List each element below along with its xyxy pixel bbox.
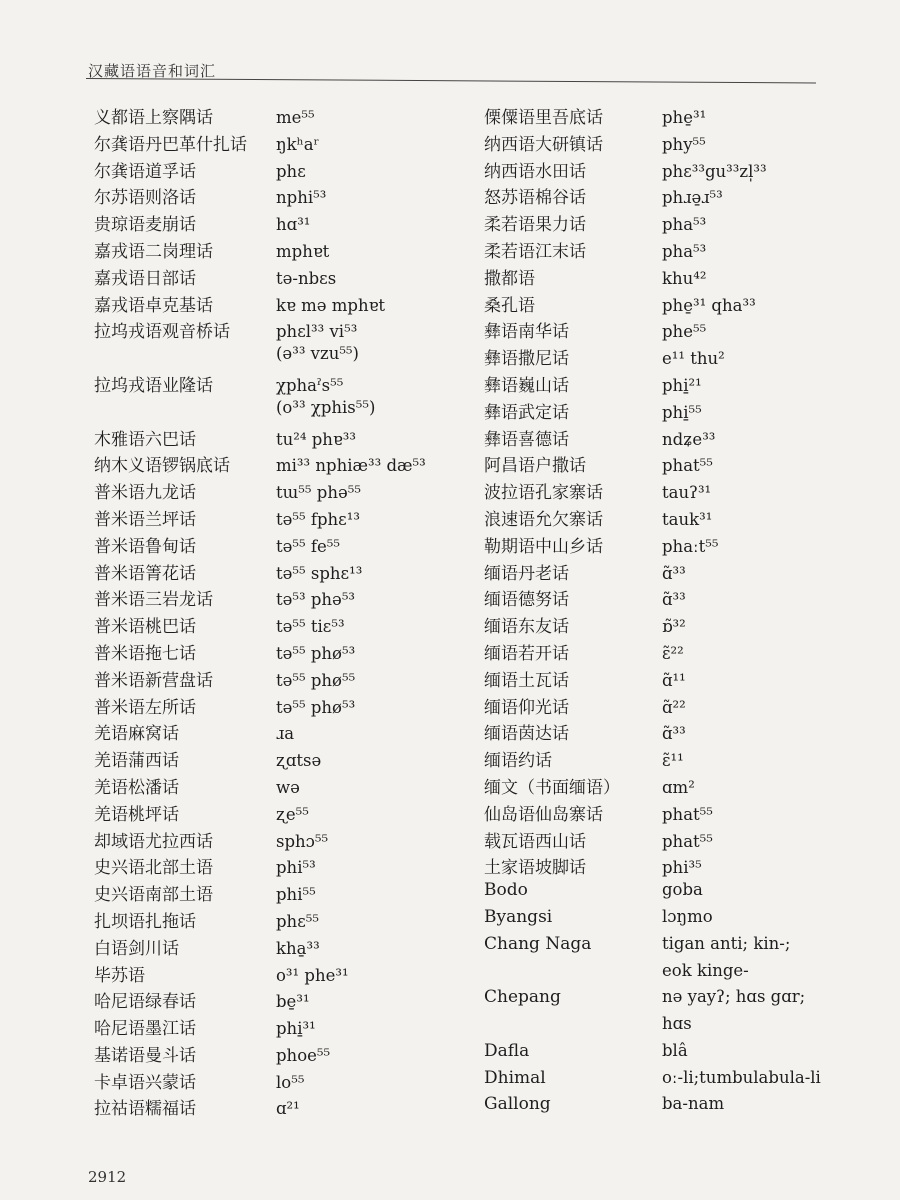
entry-row bbox=[484, 478, 821, 505]
word-form: phi⁵³ bbox=[276, 858, 316, 878]
language-name: 羌语松潘话 bbox=[94, 777, 179, 798]
entry-row bbox=[484, 398, 821, 425]
entry-row bbox=[94, 451, 426, 478]
language-name: 羌语桃坪话 bbox=[94, 804, 179, 825]
entry-row bbox=[484, 505, 821, 532]
language-name: 普米语九龙话 bbox=[94, 483, 196, 504]
language-name: 贵琼语麦崩话 bbox=[94, 215, 196, 236]
language-name: 拉祜语糯福话 bbox=[94, 1099, 196, 1120]
word-form: tauʔ³¹ bbox=[662, 483, 712, 503]
word-form: mphɐt bbox=[276, 241, 330, 261]
entry-row bbox=[484, 130, 821, 157]
entry-row bbox=[94, 1014, 426, 1041]
language-name: 嘉戎语卓克基话 bbox=[94, 295, 213, 316]
word-form: ɑ̃³³ bbox=[662, 563, 686, 583]
language-name: 拉坞戎语观音桥话 bbox=[94, 322, 230, 343]
entry-row bbox=[484, 425, 821, 452]
language-name: 缅语约话 bbox=[484, 751, 552, 772]
running-head: 汉藏语语音和词汇 bbox=[88, 62, 217, 80]
language-name: 史兴语南部土语 bbox=[94, 885, 213, 906]
language-name: 拉坞戎语业隆话 bbox=[94, 375, 213, 396]
word-form: blâ bbox=[662, 1040, 688, 1060]
language-name: 撒都语 bbox=[484, 268, 535, 289]
language-name: 桑孔语 bbox=[484, 295, 535, 316]
entry-row bbox=[484, 291, 821, 318]
word-form: ɑ̃¹¹ bbox=[662, 670, 686, 690]
word-form: (o³³ χphis⁵⁵) bbox=[276, 397, 376, 417]
word-form: tə-nbɛs bbox=[276, 268, 337, 288]
word-form: tɯ⁵⁵ phə⁵⁵ bbox=[276, 483, 361, 503]
left-column bbox=[94, 103, 426, 1121]
language-name: 载瓦语西山话 bbox=[484, 831, 586, 852]
language-name: 哈尼语绿春话 bbox=[94, 992, 196, 1013]
word-form: sphɔ⁵⁵ bbox=[276, 831, 329, 851]
entry-row bbox=[484, 344, 821, 371]
entry-row bbox=[94, 210, 426, 237]
word-form: phoe⁵⁵ bbox=[276, 1045, 331, 1065]
entry-row bbox=[484, 371, 821, 398]
language-name: Dhimal bbox=[484, 1067, 546, 1088]
language-name: 尔龚语道孚话 bbox=[94, 161, 196, 182]
word-form: ba-nam bbox=[662, 1094, 725, 1114]
entry-row bbox=[484, 880, 821, 907]
language-name: 浪速语允欠寨话 bbox=[484, 509, 603, 530]
language-name: 彝语南华话 bbox=[484, 322, 569, 343]
entry-row bbox=[94, 559, 426, 586]
entry-row bbox=[484, 612, 821, 639]
word-form: phi̱³¹ bbox=[276, 1019, 316, 1039]
language-name: 怒苏语棉谷话 bbox=[484, 188, 586, 209]
word-form: lɔŋmo bbox=[662, 906, 713, 926]
entry-row bbox=[94, 425, 426, 452]
entry-row bbox=[484, 773, 821, 800]
word-form: nphi⁵³ bbox=[276, 188, 327, 208]
word-form: tə⁵⁵ sphɛ¹³ bbox=[276, 563, 363, 583]
language-name: 阿昌语户撒话 bbox=[484, 456, 586, 477]
word-form: tu²⁴ phɐ³³ bbox=[276, 429, 356, 449]
word-form: eok kinge- bbox=[662, 960, 749, 980]
word-form: phɛ bbox=[276, 161, 306, 181]
entry-row bbox=[484, 264, 821, 291]
word-form: ndʑe³³ bbox=[662, 429, 716, 449]
word-form: kɐ mə mphɐt bbox=[276, 295, 386, 315]
word-form: e¹¹ thu² bbox=[662, 349, 725, 369]
entry-row bbox=[94, 157, 426, 184]
word-form: tə⁵⁵ phø⁵⁵ bbox=[276, 670, 356, 690]
language-name: 普米语新营盘话 bbox=[94, 670, 213, 691]
language-name: 嘉戎语日部话 bbox=[94, 268, 196, 289]
entry-row bbox=[484, 585, 821, 612]
word-form: ɹa bbox=[276, 724, 295, 744]
language-name: 波拉语孔家寨话 bbox=[484, 483, 603, 504]
entry-row bbox=[94, 961, 426, 988]
word-form: phat⁵⁵ bbox=[662, 831, 713, 851]
language-name: 普米语箐花话 bbox=[94, 563, 196, 584]
word-form: hɑs bbox=[662, 1014, 692, 1034]
word-form: tauk³¹ bbox=[662, 509, 713, 529]
language-name: 勒期语中山乡话 bbox=[484, 536, 603, 557]
word-form: lo⁵⁵ bbox=[276, 1072, 305, 1092]
entry-row bbox=[94, 532, 426, 559]
word-form: me⁵⁵ bbox=[276, 108, 315, 127]
entry-row bbox=[484, 746, 821, 773]
word-form: ŋkʰaʳ bbox=[276, 134, 320, 154]
word-form: ɒ̃³² bbox=[662, 617, 686, 637]
language-name: 义都语上察隅话 bbox=[94, 108, 213, 128]
language-name: 土家语坡脚话 bbox=[484, 858, 586, 879]
language-name: 普米语兰坪话 bbox=[94, 509, 196, 530]
entry-row bbox=[94, 639, 426, 666]
language-name: 却域语尤拉西话 bbox=[94, 831, 213, 852]
word-form: kha̱³³ bbox=[276, 938, 320, 958]
entry-row bbox=[94, 773, 426, 800]
language-name: Chang Naga bbox=[484, 933, 592, 954]
word-form: pha⁵³ bbox=[662, 241, 707, 261]
word-form: wə bbox=[276, 777, 300, 797]
word-form: phe̱³¹ qha³³ bbox=[662, 295, 756, 315]
right-column bbox=[484, 103, 821, 1121]
word-form: be̱³¹ bbox=[276, 992, 310, 1012]
language-name: 嘉戎语二岗理话 bbox=[94, 241, 213, 262]
language-name: 羌语麻窝话 bbox=[94, 724, 179, 745]
language-name: 尔龚语丹巴革什扎话 bbox=[94, 134, 247, 155]
language-name: 彝语撒尼话 bbox=[484, 349, 569, 370]
language-name: 卡卓语兴蒙话 bbox=[94, 1072, 196, 1093]
language-name: 缅语东友话 bbox=[484, 617, 569, 638]
word-form: (ə³³ vzu⁵⁵) bbox=[276, 344, 359, 364]
entry-row bbox=[484, 1014, 821, 1041]
language-name: 普米语左所话 bbox=[94, 697, 196, 718]
entry-row bbox=[484, 1068, 821, 1095]
entry-row bbox=[484, 317, 821, 344]
word-form: phe⁵⁵ bbox=[662, 322, 707, 342]
language-name: 缅语仰光话 bbox=[484, 697, 569, 718]
word-form: tigan anti; kin-; bbox=[662, 933, 791, 953]
entry-row bbox=[94, 1041, 426, 1068]
language-name: Bodo bbox=[484, 880, 528, 901]
language-name: 傈僳语里吾底话 bbox=[484, 108, 603, 128]
language-name: 缅语土瓦话 bbox=[484, 670, 569, 691]
entry-row bbox=[484, 666, 821, 693]
word-form: ɑ̃³³ bbox=[662, 590, 686, 610]
language-name: Byangsi bbox=[484, 906, 553, 927]
entry-row bbox=[94, 612, 426, 639]
entry-row bbox=[94, 371, 426, 398]
entry-row bbox=[484, 559, 821, 586]
language-name: Gallong bbox=[484, 1094, 551, 1115]
entry-row bbox=[484, 1041, 821, 1068]
entry-row bbox=[94, 585, 426, 612]
word-form: χphaˀs⁵⁵ bbox=[276, 375, 344, 395]
language-name: 彝语巍山话 bbox=[484, 375, 569, 396]
language-name: 尔苏语则洛话 bbox=[94, 188, 196, 209]
word-form: phɛ³³gu³³zl̩³³ bbox=[662, 161, 767, 181]
entry-row bbox=[94, 907, 426, 934]
entry-row bbox=[94, 934, 426, 961]
language-name: 缅语若开话 bbox=[484, 643, 569, 664]
entry-row bbox=[484, 103, 821, 130]
word-form: tə⁵⁵ fe⁵⁵ bbox=[276, 536, 340, 556]
language-name: 木雅语六巴话 bbox=[94, 429, 196, 450]
language-name: 缅文（书面缅语） bbox=[484, 777, 620, 798]
language-name: 缅语丹老话 bbox=[484, 563, 569, 584]
language-name: Chepang bbox=[484, 987, 561, 1008]
word-form: ɛ̃²² bbox=[662, 643, 684, 663]
entry-row bbox=[94, 478, 426, 505]
entry-row bbox=[94, 1068, 426, 1095]
language-name: 彝语武定话 bbox=[484, 402, 569, 423]
entry-row bbox=[94, 827, 426, 854]
language-name: 仙岛语仙岛寨话 bbox=[484, 804, 603, 825]
language-name: 哈尼语墨江话 bbox=[94, 1019, 196, 1040]
entry-row bbox=[484, 451, 821, 478]
language-name: 普米语鲁甸话 bbox=[94, 536, 196, 557]
page-number: 2912 bbox=[88, 1168, 127, 1186]
language-name: 史兴语北部土语 bbox=[94, 858, 213, 879]
word-form: phi̱⁵⁵ bbox=[662, 402, 702, 422]
entry-row bbox=[484, 639, 821, 666]
language-name: 羌语蒲西话 bbox=[94, 751, 179, 772]
language-name: 普米语三岩龙话 bbox=[94, 590, 213, 611]
entry-row bbox=[94, 1094, 426, 1121]
entry-row bbox=[94, 719, 426, 746]
language-name: 彝语喜德话 bbox=[484, 429, 569, 450]
entry-row bbox=[94, 291, 426, 318]
word-form: phi̱²¹ bbox=[662, 375, 702, 395]
entry-row bbox=[484, 987, 821, 1014]
entry-row bbox=[484, 157, 821, 184]
word-form: phɛ⁵⁵ bbox=[276, 911, 319, 931]
word-form: ɑ²¹ bbox=[276, 1099, 300, 1119]
word-form: ɑ̃³³ bbox=[662, 724, 686, 744]
word-form: phaːt⁵⁵ bbox=[662, 536, 719, 556]
entry-row bbox=[94, 237, 426, 264]
language-name: 纳西语水田话 bbox=[484, 161, 586, 182]
entry-row bbox=[94, 746, 426, 773]
entry-row bbox=[94, 880, 426, 907]
entry-row bbox=[484, 961, 821, 988]
word-form: ɑ̃²² bbox=[662, 697, 686, 717]
word-form: ɛ̃¹¹ bbox=[662, 751, 684, 771]
entry-row bbox=[94, 344, 426, 371]
entry-row bbox=[94, 264, 426, 291]
language-name: 缅语德努话 bbox=[484, 590, 569, 611]
word-form: tə⁵³ phə⁵³ bbox=[276, 590, 356, 610]
language-name: 白语剑川话 bbox=[94, 938, 179, 959]
word-form: pha⁵³ bbox=[662, 215, 707, 235]
word-form: ɑm² bbox=[662, 777, 695, 797]
word-form: phi⁵⁵ bbox=[276, 885, 316, 905]
word-form: hɑ³¹ bbox=[276, 215, 311, 235]
entry-row bbox=[484, 1094, 821, 1121]
word-form: phɛl³³ vi⁵³ bbox=[276, 322, 358, 342]
word-form: nə yayʔ; hɑs gɑr; bbox=[662, 987, 806, 1007]
word-form: khu⁴² bbox=[662, 268, 707, 288]
word-form: o³¹ phe³¹ bbox=[276, 965, 349, 985]
entry-row bbox=[484, 907, 821, 934]
language-name: 普米语桃巴话 bbox=[94, 617, 196, 638]
entry-row bbox=[94, 183, 426, 210]
entry-row bbox=[94, 693, 426, 720]
entry-row bbox=[484, 210, 821, 237]
word-form: tə⁵⁵ phø⁵³ bbox=[276, 697, 356, 717]
word-form: phe̱³¹ bbox=[662, 108, 707, 127]
word-form: tə⁵⁵ tiɛ⁵³ bbox=[276, 617, 345, 637]
entry-row bbox=[94, 317, 426, 344]
word-form: phat⁵⁵ bbox=[662, 804, 713, 824]
language-name: 扎坝语扎拖话 bbox=[94, 911, 196, 932]
language-name: 纳西语大研镇话 bbox=[484, 134, 603, 155]
entry-row bbox=[484, 800, 821, 827]
entry-row bbox=[484, 237, 821, 264]
language-name: Dafla bbox=[484, 1040, 530, 1061]
language-name: 毕苏语 bbox=[94, 965, 145, 986]
word-form: oː-li;tumbulabula-li bbox=[662, 1067, 821, 1087]
entry-row bbox=[484, 183, 821, 210]
word-form: phy⁵⁵ bbox=[662, 134, 706, 154]
entry-row bbox=[94, 130, 426, 157]
entry-row bbox=[94, 398, 426, 425]
word-form: mi³³ nphiæ³³ dæ⁵³ bbox=[276, 456, 426, 476]
language-name: 柔若语果力话 bbox=[484, 215, 586, 236]
word-form: ʐɑtsə bbox=[276, 751, 322, 771]
language-name: 普米语拖七话 bbox=[94, 643, 196, 664]
word-form: phat⁵⁵ bbox=[662, 456, 713, 476]
entry-row bbox=[484, 827, 821, 854]
language-name: 基诺语曼斗话 bbox=[94, 1045, 196, 1066]
language-name: 缅语茵达话 bbox=[484, 724, 569, 745]
entry-row bbox=[94, 800, 426, 827]
entry-row bbox=[94, 987, 426, 1014]
entry-row bbox=[94, 103, 426, 130]
entry-row bbox=[94, 853, 426, 880]
entry-row bbox=[94, 666, 426, 693]
entry-row bbox=[484, 934, 821, 961]
word-form: phi³⁵ bbox=[662, 858, 702, 878]
language-name: 纳木义语锣锅底话 bbox=[94, 456, 230, 477]
entry-row bbox=[94, 505, 426, 532]
word-form: tə⁵⁵ phø⁵³ bbox=[276, 643, 356, 663]
entry-row bbox=[484, 853, 821, 880]
entry-row bbox=[484, 693, 821, 720]
entry-row bbox=[484, 532, 821, 559]
word-form: phɹə̱ɹ⁵³ bbox=[662, 188, 723, 208]
word-form: ʐe⁵⁵ bbox=[276, 804, 309, 824]
language-name: 柔若语江末话 bbox=[484, 241, 586, 262]
entry-row bbox=[484, 719, 821, 746]
word-form: tə⁵⁵ fphɛ¹³ bbox=[276, 509, 360, 529]
word-form: goba bbox=[662, 880, 703, 900]
